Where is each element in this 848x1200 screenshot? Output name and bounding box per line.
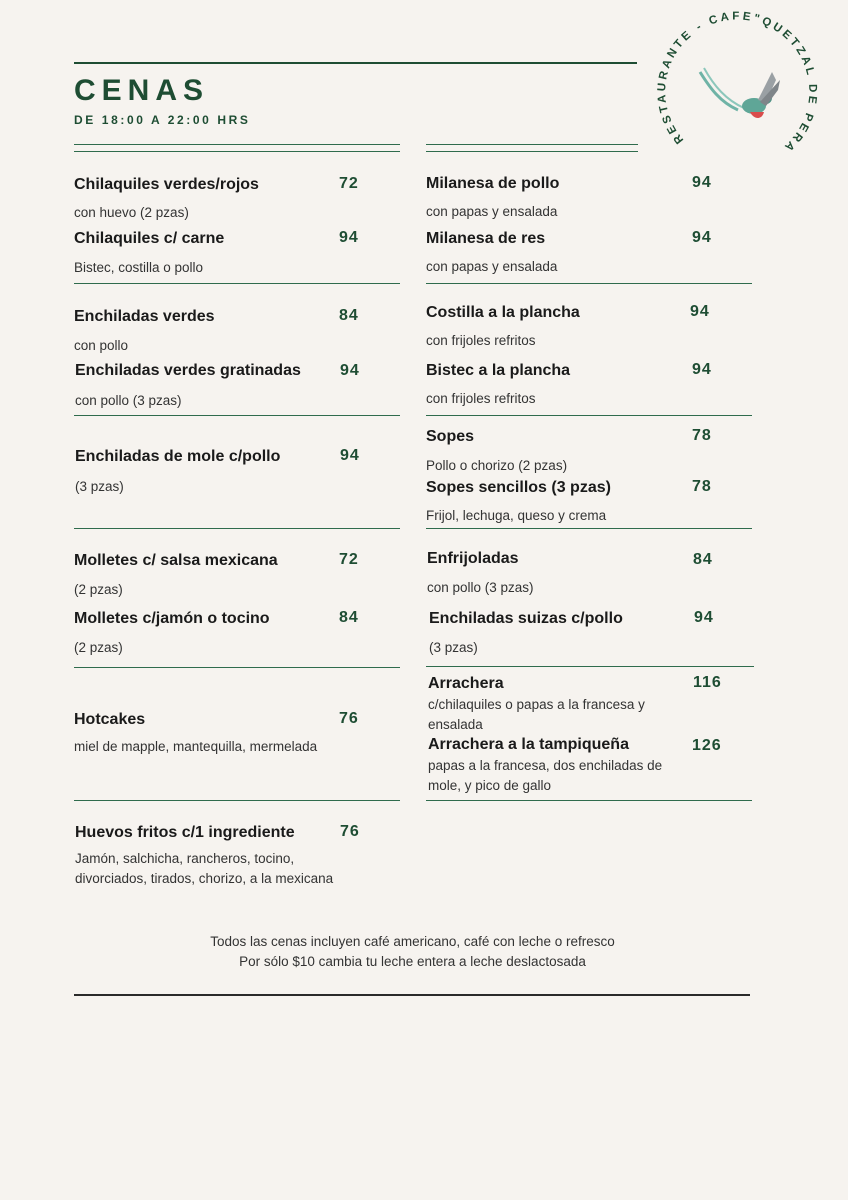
menu-item-desc: con papas y ensalada	[426, 259, 558, 274]
menu-item-name: Milanesa de pollo	[426, 175, 560, 192]
menu-item-price: 94	[339, 229, 359, 246]
menu-item-desc: (2 pzas)	[74, 582, 123, 597]
menu-item-name: Milanesa de res	[426, 230, 546, 247]
restaurant-logo	[654, 10, 824, 185]
menu-item-desc: con pollo (3 pzas)	[427, 580, 534, 595]
menu-item-price: 84	[693, 551, 713, 568]
section-divider	[74, 800, 400, 801]
menu-item-desc: con papas y ensalada	[426, 204, 558, 219]
menu-item-name: Bistec a la plancha	[426, 362, 571, 379]
menu-item-name: Enchiladas verdes gratinadas	[75, 362, 301, 379]
section-divider	[74, 667, 400, 668]
menu-item-desc: (3 pzas)	[75, 479, 124, 494]
menu-item-price: 126	[692, 737, 722, 754]
menu-item-name: Huevos fritos c/1 ingrediente	[75, 824, 295, 841]
section-divider	[74, 415, 400, 416]
menu-item-name: Costilla a la plancha	[426, 304, 580, 321]
menu-item-name: Chilaquiles c/ carne	[74, 230, 225, 247]
menu-item-desc: con frijoles refritos	[426, 333, 536, 348]
menu-item-name: Arrachera	[428, 675, 504, 692]
service-hours: DE 18:00 A 22:00 HRS	[74, 113, 251, 127]
section-divider	[426, 283, 752, 284]
menu-item-price: 94	[690, 303, 710, 320]
menu-item-desc: Frijol, lechuga, queso y crema	[426, 508, 607, 523]
section-divider	[426, 415, 752, 416]
menu-item-desc: c/chilaquiles o papas a la francesa y ensalada	[428, 697, 645, 732]
menu-item-desc: con pollo	[74, 338, 129, 353]
menu-item-price: 94	[340, 362, 360, 379]
menu-item-price: 94	[340, 447, 360, 464]
page-title: CENAS	[74, 74, 210, 107]
menu-item-price: 84	[339, 609, 359, 626]
menu-item-price: 72	[339, 175, 359, 192]
menu-item-name: Enchiladas suizas c/pollo	[429, 610, 623, 627]
section-divider	[426, 528, 752, 529]
footer-line: Todos las cenas incluyen café americano, café con leche o refresco	[210, 934, 615, 949]
menu-item-price: 84	[339, 307, 359, 324]
section-divider	[426, 666, 754, 667]
menu-item-price: 78	[692, 427, 712, 444]
menu-item-desc: miel de mapple, mantequilla, mermelada	[74, 739, 318, 754]
menu-item-price: 94	[694, 609, 714, 626]
footer-note	[74, 932, 751, 971]
menu-item-price: 94	[692, 361, 712, 378]
top-rule	[74, 62, 637, 64]
section-divider	[74, 283, 400, 284]
footer-line: Por sólo $10 cambia tu leche entera a leche deslactosada	[239, 953, 586, 969]
menu-item-desc: Bistec, costilla o pollo	[74, 260, 204, 275]
menu-item-desc: (3 pzas)	[429, 640, 478, 655]
menu-item-desc: (2 pzas)	[74, 640, 123, 655]
menu-item-price: 76	[340, 823, 360, 840]
menu-item-desc: con pollo (3 pzas)	[75, 393, 182, 408]
menu-item-name: Sopes	[426, 428, 475, 445]
menu-item-price: 72	[339, 551, 359, 568]
menu-item-name: Molletes c/ salsa mexicana	[74, 552, 278, 569]
menu-item-price: 78	[692, 478, 712, 495]
menu-item-desc: Pollo o chorizo (2 pzas)	[426, 458, 568, 473]
menu-item-desc: Jamón, salchicha, rancheros, tocino, divorciados, tirados, chorizo, a la mexicana	[75, 851, 334, 886]
menu-item-name: Chilaquiles verdes/rojos	[74, 176, 259, 193]
menu-item-name: Hotcakes	[74, 711, 146, 728]
logo-ring-text: RESTAURANTE - CAFE"QUETZAL DE PERA	[656, 10, 819, 155]
section-divider	[74, 528, 400, 529]
menu-item-name: Enfrijoladas	[427, 550, 519, 567]
menu-item-price: 94	[692, 229, 712, 246]
menu-item-name: Enchiladas de mole c/pollo	[75, 448, 281, 465]
menu-item-name: Arrachera a la tampiqueña	[428, 736, 629, 753]
right-column-rule	[426, 151, 638, 152]
footer-rule	[74, 994, 750, 996]
left-column-rule	[74, 151, 400, 152]
menu-item-price: 94	[692, 174, 712, 191]
menu-item-desc: con huevo (2 pzas)	[74, 205, 189, 220]
left-column-rule	[74, 144, 400, 145]
section-divider	[426, 800, 752, 801]
menu-item-price: 116	[693, 674, 722, 691]
menu-item-price: 76	[339, 710, 359, 727]
right-column-rule	[426, 144, 638, 145]
menu-item-name: Sopes sencillos (3 pzas)	[426, 479, 611, 496]
menu-item-desc: papas a la francesa, dos enchiladas de mole, y pico de gallo	[428, 758, 663, 793]
menu-item-name: Enchiladas verdes	[74, 308, 215, 325]
quetzal-bird-icon	[700, 68, 780, 118]
menu-item-name: Molletes c/jamón o tocino	[74, 610, 270, 627]
menu-item-desc: con frijoles refritos	[426, 391, 536, 406]
